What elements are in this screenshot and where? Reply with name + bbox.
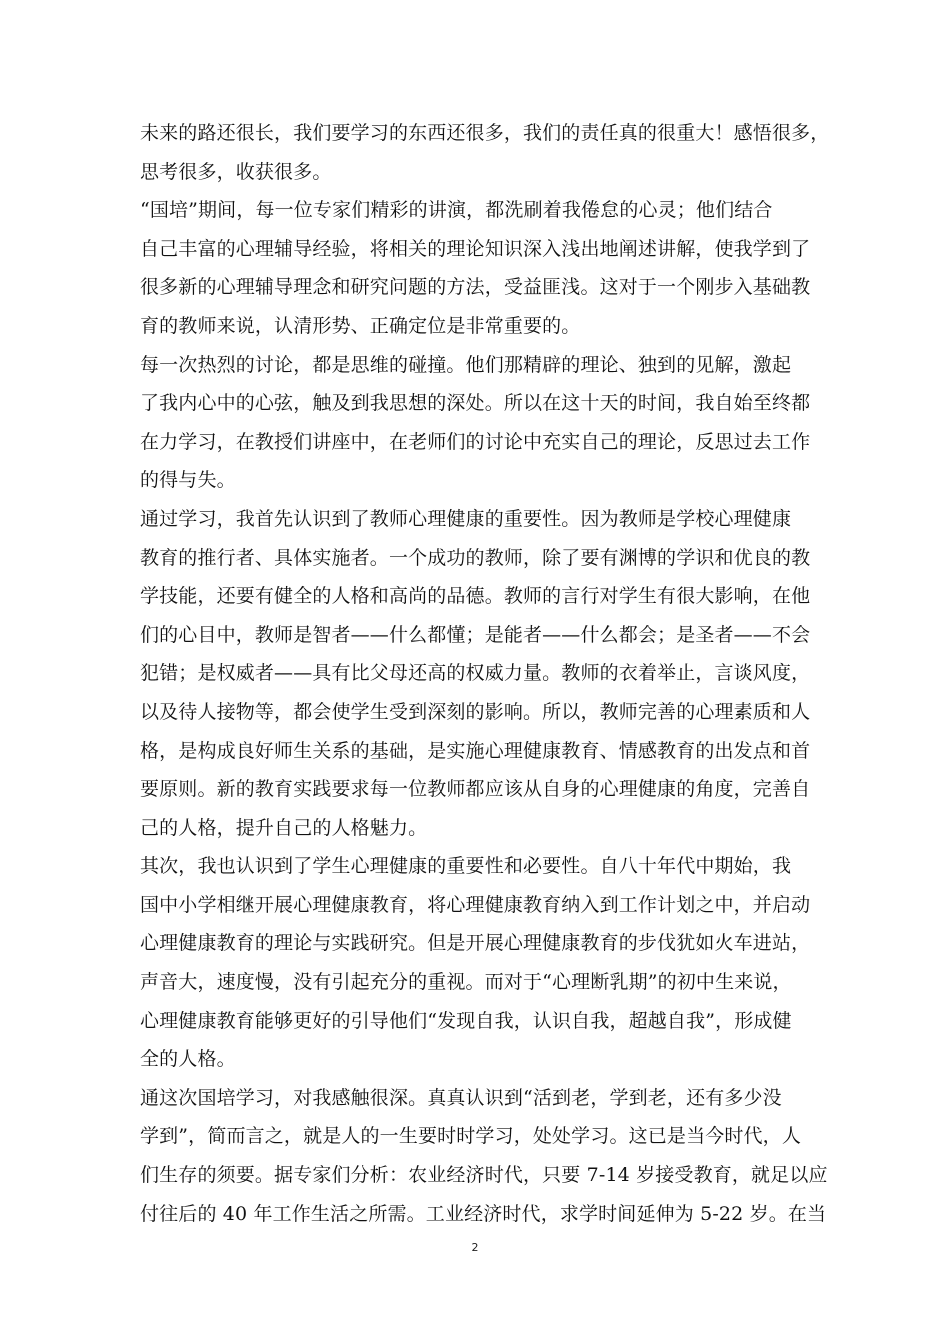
text-line: 以及待人接物等，都会使学生受到深刻的影响。所以，教师完善的心理素质和人	[140, 700, 811, 723]
text-line: 心理健康教育能够更好的引导他们“发现自我，认识自我，超越自我”，形成健	[140, 1009, 792, 1032]
text-line: 通过学习，我首先认识到了教师心理健康的重要性。因为教师是学校心理健康	[140, 507, 792, 530]
text-line: 在力学习，在教授们讲座中，在老师们的讨论中充实自己的理论，反思过去工作	[140, 430, 811, 453]
text-line: 心理健康教育的理论与实践研究。但是开展心理健康教育的步伐犹如火车进站，	[140, 932, 811, 955]
text-line: 国中小学相继开展心理健康教育，将心理健康教育纳入到工作计划之中，并启动	[140, 893, 811, 916]
paragraph	[140, 114, 830, 191]
text-line: 格，是构成良好师生关系的基础，是实施心理健康教育、情感教育的出发点和首	[140, 739, 811, 762]
paragraph	[140, 346, 830, 500]
text-line: 每一次热烈的讨论，都是思维的碰撞。他们那精辟的理论、独到的见解，激起	[140, 353, 792, 376]
body-text	[140, 114, 830, 1233]
text-line: 自己丰富的心理辅导经验，将相关的理论知识深入浅出地阐述讲解，使我学到了	[140, 237, 811, 260]
text-line: 教育的推行者、具体实施者。一个成功的教师，除了要有渊博的学识和优良的教	[140, 546, 811, 569]
text-line: 的得与失。	[140, 469, 236, 492]
text-line: 学到”，简而言之，就是人的一生要时时学习，处处学习。这已是当今时代，人	[140, 1125, 801, 1148]
text-line: 育的教师来说，认清形势、正确定位是非常重要的。	[140, 314, 581, 337]
text-line: 们的心目中，教师是智者——什么都懂；是能者——什么都会；是圣者——不会	[140, 623, 811, 646]
text-line: 犯错；是权威者——具有比父母还高的权威力量。教师的衣着举止，言谈风度，	[140, 662, 811, 685]
text-line: 全的人格。	[140, 1048, 236, 1071]
text-line: 其次，我也认识到了学生心理健康的重要性和必要性。自八十年代中期始，我	[140, 855, 792, 878]
text-line: 声音大，速度慢，没有引起充分的重视。而对于“心理断乳期”的初中生来说，	[140, 971, 792, 994]
text-line: 思考很多，收获很多。	[140, 160, 332, 183]
paragraph	[140, 847, 830, 1079]
text-line: 学技能，还要有健全的人格和高尚的品德。教师的言行对学生有很大影响，在他	[140, 585, 811, 608]
text-line: 了我内心中的心弦，触及到我思想的深处。所以在这十天的时间，我自始至终都	[140, 392, 811, 415]
text-line: 未来的路还很长，我们要学习的东西还很多，我们的责任真的很重大！感悟很多，	[140, 122, 830, 144]
text-line: 己的人格，提升自己的人格魅力。	[140, 816, 428, 839]
paragraph	[140, 500, 830, 847]
page-number: 2	[471, 1241, 479, 1254]
paragraph	[140, 191, 830, 345]
paragraph	[140, 1079, 830, 1233]
text-line: 很多新的心理辅导理念和研究问题的方法，受益匪浅。这对于一个刚步入基础教	[140, 276, 811, 299]
text-line: 们生存的须要。据专家们分析：农业经济时代，只要 7-14 岁接受教育，就足以应	[140, 1164, 828, 1187]
text-line: 付往后的 40 年工作生活之所需。工业经济时代，求学时间延伸为 5-22 岁。在当	[140, 1202, 827, 1225]
text-line: 要原则。新的教育实践要求每一位教师都应该从自身的心理健康的角度，完善自	[140, 778, 811, 801]
text-line: 通这次国培学习，对我感触很深。真真认识到“活到老，学到老，还有多少没	[140, 1086, 782, 1109]
text-line: “国培”期间，每一位专家们精彩的讲演，都洗刷着我倦怠的心灵；他们结合	[140, 199, 773, 222]
